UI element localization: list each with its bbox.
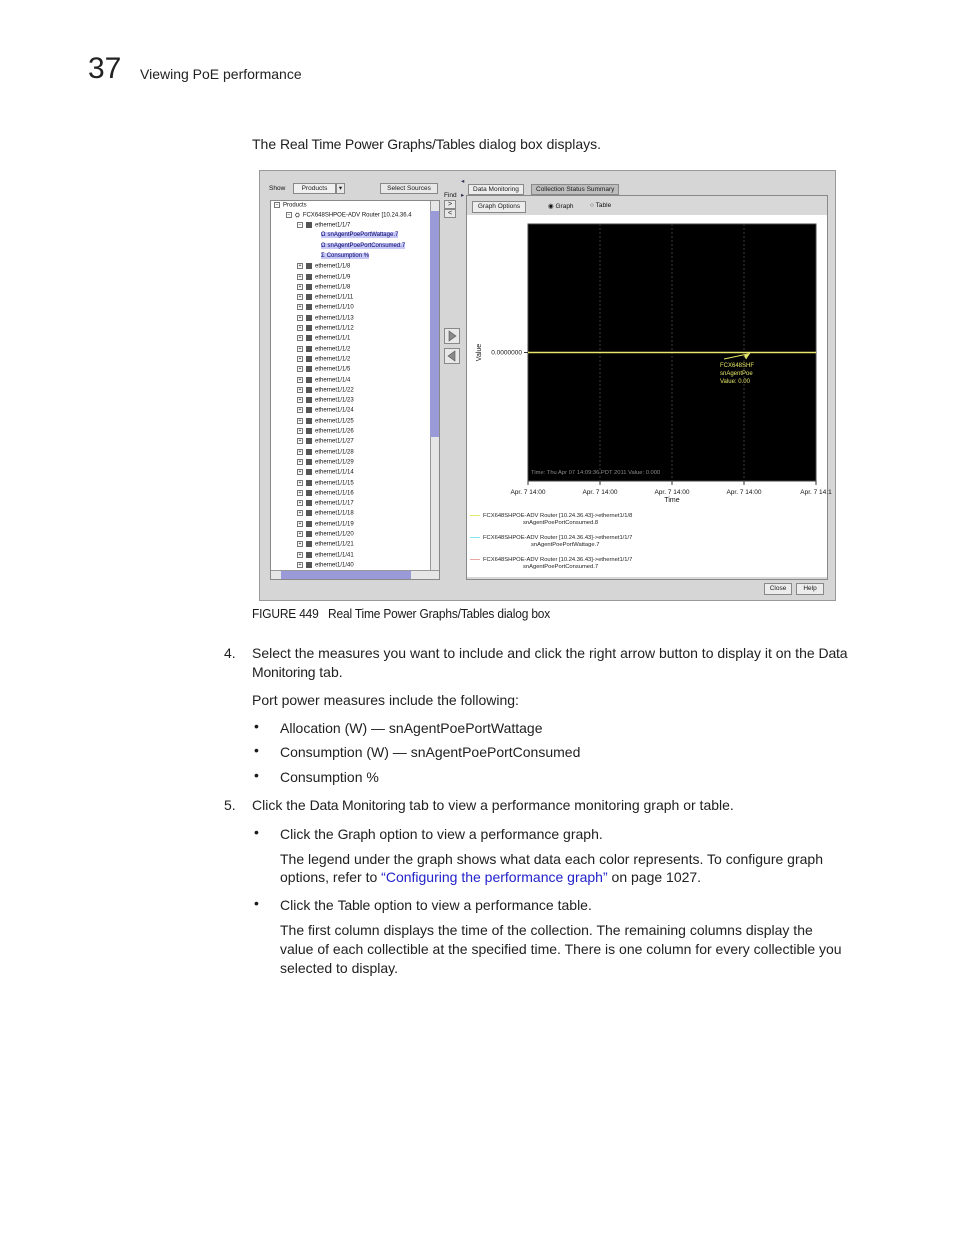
expand-icon[interactable]: +	[298, 469, 302, 476]
tree-item-label: ethernet1/1/40	[315, 562, 354, 569]
tree-item-label: ethernet1/1/4	[315, 377, 351, 384]
x-tick-label: Apr. 7 14:00	[654, 489, 690, 496]
tree-item-label: ethernet1/1/28	[315, 449, 354, 456]
tree-item-label: ethernet1/1/1	[315, 335, 351, 342]
graph-options-label: Graph Options	[477, 203, 521, 210]
port-icon	[306, 418, 312, 424]
tree-item[interactable]	[297, 263, 350, 270]
tree-item-label: ethernet1/1/21	[315, 541, 354, 548]
chevron-left-icon: <	[447, 210, 453, 217]
bullet-icon: •	[254, 742, 259, 758]
legend-measure: snAgentPoePortConsumed.7	[523, 564, 599, 570]
graph-bullet-post: option to view a performance graph.	[375, 826, 603, 842]
annotation-text: FCX648SHF	[720, 363, 755, 369]
close-button-label: Close	[769, 585, 787, 592]
x-tick-label: Apr. 7 14:00	[510, 489, 546, 496]
tree-item[interactable]	[297, 335, 350, 342]
expand-icon[interactable]: +	[298, 417, 302, 424]
tree-horizontal-thumb[interactable]	[281, 571, 411, 579]
tree-item[interactable]	[297, 480, 354, 487]
find-prev-button[interactable]	[444, 209, 456, 218]
port-icon	[306, 335, 312, 341]
graph-para-line1: The legend under the graph shows what data each color represents. To configure graph	[280, 851, 823, 867]
caption-label: FIGURE 449	[252, 606, 319, 621]
intro-paragraph	[252, 135, 601, 154]
configuring-graph-link[interactable]: “Configuring the performance graph”	[381, 869, 608, 885]
graph-para-line2	[280, 868, 701, 887]
bullet-icon: •	[254, 767, 259, 783]
port-icon	[306, 490, 312, 496]
tree-item-label: ethernet1/1/18	[315, 510, 354, 517]
expand-icon[interactable]: +	[298, 520, 302, 527]
tree-item[interactable]	[297, 356, 350, 363]
help-button[interactable]	[796, 583, 824, 595]
tree-item[interactable]	[297, 521, 354, 528]
legend-measure: snAgentPoePortWattage.7	[531, 542, 600, 548]
bullet-icon: •	[254, 895, 259, 911]
find-next-button[interactable]	[444, 200, 456, 209]
expand-icon[interactable]: +	[298, 500, 302, 507]
radio-table[interactable]	[590, 202, 611, 209]
tree-item[interactable]	[297, 510, 354, 517]
tree-item-label: Consumption %	[326, 252, 370, 259]
port-icon	[306, 377, 312, 383]
tree-item-label: ethernet1/1/27	[315, 438, 354, 445]
tree-item-label: snAgentPoePortWattage.7	[327, 232, 399, 239]
intro-post: dialog box displays.	[474, 136, 602, 152]
show-select-value: Products	[301, 185, 328, 192]
tree-item[interactable]	[297, 387, 354, 394]
tree-item[interactable]	[297, 304, 354, 311]
find-label: Find	[444, 192, 457, 199]
tree-item[interactable]	[297, 222, 350, 229]
sum-icon: Σ	[321, 252, 325, 259]
tree-item[interactable]	[297, 552, 354, 559]
right-arrow-icon	[445, 329, 459, 343]
step-5-pre: Click the	[252, 797, 310, 813]
tree-horizontal-scrollbar[interactable]	[271, 570, 439, 579]
port-icon	[306, 284, 312, 290]
port-icon	[306, 459, 312, 465]
port-icon	[306, 274, 312, 280]
port-icon	[306, 449, 312, 455]
tree-item[interactable]	[297, 562, 354, 569]
step-4-pre: Select the measures you want to include and click the right arrow button to display it on the	[252, 645, 819, 661]
tree-item-label: ethernet1/1/25	[315, 418, 354, 425]
port-icon	[306, 500, 312, 506]
radio-unselected-icon: ○	[590, 202, 594, 209]
tree-item[interactable]	[297, 377, 350, 384]
port-icon	[306, 562, 312, 568]
tree-item-label: ethernet1/1/10	[315, 304, 354, 311]
tree-item-label: ethernet1/1/14	[315, 469, 354, 476]
annotation-text: Value: 0.00	[720, 379, 750, 385]
tree-item[interactable]	[297, 449, 354, 456]
chapter-title: Viewing PoE performance	[140, 66, 302, 82]
expand-arrow-icon[interactable]: ▸	[461, 192, 465, 199]
expand-icon[interactable]: +	[298, 397, 302, 404]
tree-item-label: ethernet1/1/8	[315, 284, 351, 291]
radio-selected-icon: ◉	[548, 203, 554, 210]
measure-item: Consumption (W) — snAgentPoePortConsumed	[280, 744, 581, 760]
legend-swatch	[470, 559, 480, 560]
tree-item[interactable]	[297, 274, 350, 281]
port-icon	[306, 387, 312, 393]
expand-icon[interactable]: +	[298, 561, 302, 568]
close-button[interactable]	[764, 583, 792, 595]
table-bullet-pre: Click the	[280, 897, 338, 913]
port-icon	[306, 315, 312, 321]
dialog-screenshot	[259, 170, 836, 601]
expand-icon[interactable]: +	[298, 541, 302, 548]
expand-icon[interactable]: +	[298, 479, 302, 486]
router-icon: ⛭	[295, 212, 300, 219]
expand-icon[interactable]: +	[298, 366, 302, 373]
show-dropdown-arrow[interactable]	[336, 183, 345, 194]
tab-collection-status-summary[interactable]	[531, 184, 619, 195]
tree-item-label: ethernet1/1/41	[315, 552, 354, 559]
expand-icon[interactable]: +	[298, 335, 302, 342]
expand-icon[interactable]: +	[298, 325, 302, 331]
tree-item-label: FCX648SHPOE-ADV Router [10.24.36.4	[302, 212, 412, 219]
tree-item-label: ethernet1/1/9	[315, 274, 351, 281]
port-icon	[306, 469, 312, 475]
tree-item[interactable]	[297, 428, 354, 435]
expand-icon[interactable]: +	[298, 355, 302, 362]
step-4-post: tab.	[315, 664, 343, 680]
collapse-icon[interactable]: −	[287, 212, 291, 218]
performance-chart	[467, 215, 832, 560]
port-icon	[306, 541, 312, 547]
tree-item[interactable]	[297, 366, 350, 373]
legend-entry	[470, 513, 632, 519]
port-icon	[306, 521, 312, 527]
table-bullet-post: option to view a performance table.	[370, 897, 592, 913]
tree-item[interactable]	[297, 325, 354, 332]
port-icon	[306, 407, 312, 413]
tree-item-label: snAgentPoePortConsumed.7	[327, 242, 406, 249]
tree-item[interactable]	[297, 315, 354, 322]
step-4-bold: Data Monitoring	[252, 645, 848, 680]
omega-icon: Ω	[321, 232, 326, 239]
expand-icon[interactable]: +	[298, 314, 302, 321]
remove-from-graph-button[interactable]	[444, 348, 460, 364]
step-5-bold: Data Monitoring	[309, 797, 406, 813]
expand-icon[interactable]: +	[298, 345, 302, 352]
expand-icon[interactable]: +	[298, 407, 302, 414]
radio-graph-label: Graph	[555, 203, 574, 210]
legend-swatch	[470, 515, 480, 516]
graph-para-post: on page 1027.	[607, 869, 702, 885]
expand-icon[interactable]: +	[298, 551, 302, 558]
expand-icon[interactable]: +	[298, 273, 302, 280]
tree-item[interactable]	[286, 212, 412, 220]
tree-item[interactable]	[274, 202, 307, 209]
y-axis-label: Value	[476, 343, 483, 362]
port-icon	[306, 222, 312, 228]
port-icon	[306, 346, 312, 352]
tree-item-label: ethernet1/1/16	[315, 490, 354, 497]
show-select[interactable]	[293, 183, 336, 194]
step-5-post: tab to view a performance monitoring graph or table.	[405, 797, 734, 813]
graph-bullet-text	[280, 825, 603, 844]
tree-item-label: ethernet1/1/29	[315, 459, 354, 466]
expand-icon[interactable]: +	[298, 428, 302, 434]
legend-source: FCX648SHPOE-ADV Router [10.24.36.43]->ethernet1/1/8	[483, 513, 633, 519]
legend-source: FCX648SHPOE-ADV Router [10.24.36.43]->ethernet1/1/7	[483, 535, 633, 541]
tree-item[interactable]	[297, 284, 350, 291]
expand-icon[interactable]: +	[298, 448, 302, 455]
collapse-arrow-icon[interactable]: ◂	[461, 178, 465, 185]
expand-icon[interactable]: +	[298, 283, 302, 290]
port-icon	[306, 263, 312, 269]
x-axis-label: Time	[664, 497, 680, 504]
omega-icon: Ω	[321, 242, 326, 249]
port-icon	[306, 325, 312, 331]
tree-item-label: ethernet1/1/26	[315, 428, 354, 435]
tooltip-text: Time: Thu Apr 07 14:09:36 PDT 2011 Value: 0.000	[531, 470, 661, 476]
tree-item-label: ethernet1/1/22	[315, 387, 354, 394]
tree-item[interactable]	[297, 346, 350, 353]
help-button-label: Help	[803, 585, 817, 592]
tree-item[interactable]	[297, 418, 354, 425]
x-tick-label: Apr. 7 14:00	[582, 489, 618, 496]
x-tick-label: Apr. 7 14:00	[726, 489, 762, 496]
tree-vertical-thumb[interactable]	[430, 211, 439, 437]
graph-area	[467, 215, 832, 577]
chevron-down-icon: ▾	[338, 185, 343, 192]
tree-item[interactable]	[297, 541, 354, 548]
legend-source: FCX648SHPOE-ADV Router [10.24.36.43]->ethernet1/1/7	[483, 557, 633, 563]
port-icon	[306, 531, 312, 537]
select-sources-label: Select Sources	[387, 185, 431, 192]
show-label: Show	[269, 185, 286, 192]
expand-icon[interactable]: +	[298, 376, 302, 383]
table-para-line: selected to display.	[280, 960, 399, 976]
tree-item[interactable]	[297, 469, 354, 476]
tree-item-label: ethernet1/1/24	[315, 407, 354, 414]
table-bullet-text	[280, 896, 592, 915]
add-to-graph-button[interactable]	[444, 328, 460, 344]
port-icon	[306, 480, 312, 486]
legend-entry	[470, 535, 632, 541]
select-sources-button[interactable]	[380, 183, 438, 194]
tab-collection-status-label: Collection Status Summary	[536, 186, 615, 193]
left-arrow-icon	[445, 349, 459, 363]
tree-item[interactable]	[297, 459, 354, 466]
tree-item[interactable]	[321, 253, 369, 259]
expand-icon[interactable]: +	[298, 531, 302, 537]
bullet-icon: •	[254, 718, 259, 734]
collapse-icon[interactable]: −	[275, 202, 279, 208]
measure-item: Allocation (W) — snAgentPoePortWattage	[280, 720, 543, 736]
tree-item[interactable]	[321, 243, 405, 249]
table-para-line: value of each collectible at the specified time. There is one column for every collectible you	[280, 941, 842, 957]
tab-data-monitoring-label: Data Monitoring	[473, 186, 519, 193]
port-icon	[306, 397, 312, 403]
radio-table-label: Table	[595, 202, 612, 209]
legend-measure: snAgentPoePortConsumed.8	[523, 520, 599, 526]
tree-item-label: ethernet1/1/13	[315, 315, 354, 322]
port-icon	[306, 356, 312, 362]
port-icon	[306, 428, 312, 434]
intro-dialog-name: Real Time Power Graphs/Tables	[280, 136, 475, 152]
tree-item[interactable]	[321, 232, 398, 238]
step-4-number: 4.	[224, 645, 236, 661]
expand-icon[interactable]: +	[298, 489, 302, 496]
port-icon	[306, 438, 312, 444]
products-tree[interactable]	[270, 200, 440, 580]
collapse-icon[interactable]: −	[298, 222, 302, 228]
tree-item-label: ethernet1/1/2	[315, 346, 351, 353]
tree-item-label: ethernet1/1/20	[315, 531, 354, 538]
expand-icon[interactable]: +	[298, 458, 302, 465]
expand-icon[interactable]: +	[298, 386, 302, 393]
port-icon	[306, 294, 312, 300]
tree-item[interactable]	[297, 294, 353, 301]
tree-item-label: ethernet1/1/5	[315, 366, 351, 373]
measure-item: Consumption %	[280, 769, 379, 785]
graph-options-button[interactable]	[472, 201, 526, 213]
port-icon	[306, 304, 312, 310]
tree-vertical-scrollbar[interactable]	[430, 201, 439, 579]
tree-item-label: ethernet1/1/17	[315, 500, 354, 507]
tree-item[interactable]	[297, 500, 354, 507]
graph-para-pre: options, refer to	[280, 869, 382, 885]
caption-text: Real Time Power Graphs/Tables dialog box	[328, 606, 551, 621]
table-bullet-bold: Table	[337, 897, 371, 913]
tree-item-label: ethernet1/1/2	[315, 356, 351, 363]
tree-item[interactable]	[297, 531, 354, 538]
radio-graph[interactable]	[548, 202, 574, 210]
tree-item-label: ethernet1/1/11	[315, 294, 354, 301]
table-para-line: The first column displays the time of the collection. The remaining columns display the	[280, 922, 813, 938]
tree-item[interactable]	[297, 397, 354, 404]
expand-icon[interactable]: +	[298, 510, 302, 517]
step-4-text	[252, 644, 862, 682]
port-icon	[306, 366, 312, 372]
chapter-number: 37	[88, 52, 122, 85]
tree-item-label: ethernet1/1/15	[315, 480, 354, 487]
measures-intro: Port power measures include the following:	[252, 692, 519, 708]
expand-icon[interactable]: +	[298, 438, 302, 445]
figure-caption	[252, 606, 550, 621]
expand-icon[interactable]: +	[298, 263, 302, 270]
step-5-number: 5.	[224, 797, 236, 813]
port-icon	[306, 552, 312, 558]
annotation-text: snAgentPoe	[720, 371, 753, 377]
legend-entry	[470, 557, 632, 563]
bullet-icon: •	[254, 824, 259, 840]
step-5-text	[252, 796, 734, 815]
tree-item-label: ethernet1/1/7	[315, 222, 351, 229]
x-tick-label: Apr. 7 14:1	[800, 489, 832, 496]
tree-item-label: ethernet1/1/8	[315, 263, 351, 270]
tree-item[interactable]	[297, 490, 354, 497]
legend-swatch	[470, 537, 480, 538]
chevron-right-icon: >	[447, 201, 453, 208]
tree-item-label: ethernet1/1/23	[315, 397, 354, 404]
tab-data-monitoring[interactable]	[468, 184, 524, 195]
graph-bullet-bold: Graph	[337, 826, 376, 842]
graph-bullet-pre: Click the	[280, 826, 338, 842]
tree-item-label: ethernet1/1/12	[315, 325, 354, 332]
tree-item[interactable]	[297, 438, 354, 445]
y-tick-label: 0.0000000	[491, 349, 522, 357]
expand-icon[interactable]: +	[298, 294, 302, 301]
tree-item-label: Products	[283, 202, 307, 209]
port-icon	[306, 510, 312, 516]
intro-pre: The	[252, 136, 281, 152]
expand-icon[interactable]: +	[298, 304, 302, 311]
tree-item[interactable]	[297, 407, 354, 414]
tree-item-label: ethernet1/1/19	[315, 521, 354, 528]
